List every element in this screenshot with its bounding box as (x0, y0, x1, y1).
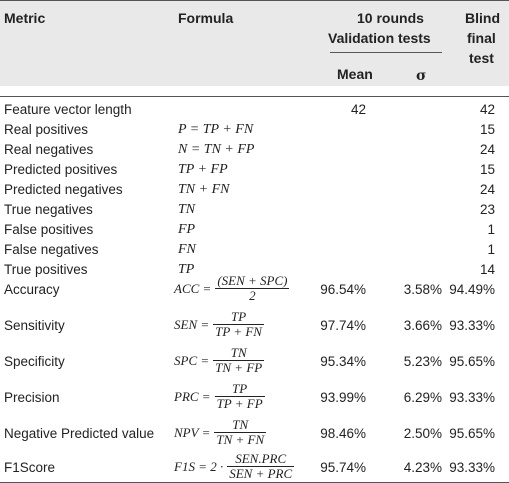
fraction-numerator: TP (213, 310, 264, 325)
fraction-numerator: TP (215, 382, 265, 397)
formula-fraction (227, 452, 294, 481)
formula-lhs: SPC = (174, 352, 210, 368)
fraction-denominator: SEN + PRC (229, 466, 293, 481)
row-metric: Negative Predicted value (4, 426, 155, 441)
formula-fraction (213, 346, 264, 375)
header-metric: Metric (4, 10, 46, 26)
row-mean: 96.54% (320, 282, 366, 297)
fraction-denominator: TN + FP (215, 360, 263, 375)
row-metric: False negatives (4, 242, 99, 257)
row-blind: 93.33% (449, 318, 495, 333)
row-formula: TN (178, 202, 196, 217)
row-formula (174, 310, 264, 339)
row-metric: Predicted negatives (4, 182, 123, 197)
fraction-denominator: TP + FP (216, 396, 263, 411)
formula-fraction (215, 274, 289, 303)
row-metric: False positives (4, 222, 94, 237)
fraction-numerator: TN (213, 346, 264, 361)
header-blind-line2: final (467, 30, 496, 46)
row-blind: 93.33% (449, 460, 495, 475)
formula-lhs: ACC = (174, 280, 212, 296)
row-formula (174, 274, 289, 303)
row-formula: FN (178, 242, 196, 257)
row-formula (174, 382, 265, 411)
row-sigma: 4.23% (403, 460, 442, 475)
row-metric: Real negatives (4, 142, 94, 157)
row-formula: P = TP + FN (178, 122, 254, 137)
fraction-denominator: TN + FN (216, 432, 265, 447)
row-sigma: 6.29% (403, 390, 442, 405)
row-metric: F1Score (4, 460, 56, 475)
row-blind: 24 (479, 182, 495, 197)
row-blind: 1 (487, 242, 495, 257)
row-metric: Specificity (4, 354, 65, 369)
header-validation-line2: Validation tests (328, 30, 431, 46)
header-blind-line1: Blind (465, 10, 500, 26)
row-sigma: 3.58% (403, 282, 442, 297)
row-formula: TP (178, 262, 195, 277)
row-blind: 95.65% (449, 426, 495, 441)
row-blind: 24 (479, 142, 495, 157)
row-blind: 23 (479, 202, 495, 217)
row-formula (174, 418, 266, 447)
formula-fraction (213, 310, 264, 339)
row-metric: Real positives (4, 122, 89, 137)
header-validation-line1: 10 rounds (357, 10, 424, 26)
formula-lhs: SEN = (174, 316, 210, 332)
row-blind: 15 (479, 162, 495, 177)
row-blind: 14 (479, 262, 495, 277)
fraction-denominator: 2 (249, 288, 256, 303)
row-blind: 1 (487, 222, 495, 237)
formula-fraction (215, 382, 265, 411)
row-metric: True positives (4, 262, 88, 277)
formula-lhs: F1S = 2 · (174, 458, 224, 474)
row-metric: Sensitivity (4, 318, 65, 333)
row-metric: Precision (4, 390, 60, 405)
row-formula (174, 346, 264, 375)
header-formula: Formula (178, 10, 234, 26)
formula-fraction (214, 418, 266, 447)
row-formula (174, 452, 294, 481)
row-sigma: 2.50% (403, 426, 442, 441)
header-rule (0, 96, 509, 97)
row-mean: 95.74% (320, 460, 366, 475)
row-blind: 93.33% (449, 390, 495, 405)
row-mean: 98.46% (320, 426, 366, 441)
row-formula: N = TN + FP (178, 142, 255, 157)
row-mean: 42 (350, 102, 366, 117)
fraction-numerator: SEN.PRC (227, 452, 294, 467)
row-mean: 95.34% (320, 354, 366, 369)
header-background (0, 0, 509, 86)
row-metric: Predicted positives (4, 162, 118, 177)
row-blind: 94.49% (449, 282, 495, 297)
fraction-numerator: (SEN + SPC) (217, 273, 288, 288)
header-blind-line3: test (469, 50, 494, 66)
row-metric: True negatives (4, 202, 93, 217)
row-formula: TP + FP (178, 162, 228, 177)
row-metric: Accuracy (4, 282, 60, 297)
row-blind: 95.65% (449, 354, 495, 369)
formula-lhs: PRC = (174, 388, 211, 404)
row-metric: Feature vector length (4, 102, 132, 117)
row-formula: FP (178, 222, 196, 237)
row-mean: 93.99% (320, 390, 366, 405)
formula-lhs: NPV = (174, 424, 211, 440)
validation-subheader-rule (330, 52, 442, 53)
header-mean: Mean (337, 66, 373, 82)
row-mean: 97.74% (320, 318, 366, 333)
fraction-numerator: TN (214, 418, 266, 433)
row-blind: 15 (479, 122, 495, 137)
fraction-denominator: TP + FN (215, 324, 262, 339)
row-sigma: 3.66% (403, 318, 442, 333)
row-blind: 42 (479, 102, 495, 117)
header-sigma: σ (416, 68, 427, 84)
row-formula: TN + FN (178, 182, 230, 197)
top-rule (0, 0, 509, 1)
row-sigma: 5.23% (403, 354, 442, 369)
